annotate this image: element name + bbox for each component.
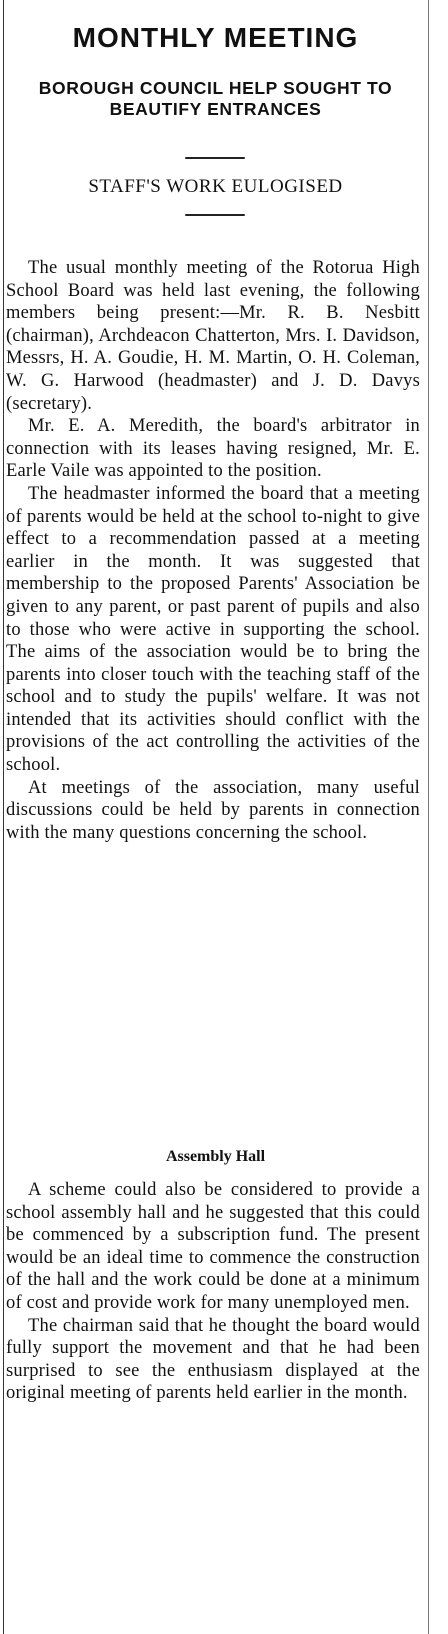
paragraph: Mr. E. A. Meredith, the board's arbitrator in connection with its leases having resigned, Mr. E. Earle Vaile was appointed to the position. xyxy=(6,416,420,482)
headline: MONTHLY MEETING xyxy=(72,22,359,53)
article-body xyxy=(6,257,420,844)
divider-dash xyxy=(185,214,245,216)
deck: BOROUGH COUNCIL HELP SOUGHT TO BEAUTIFY ENTRANCES xyxy=(38,78,393,119)
section-subhead: Assembly Hall xyxy=(165,1148,266,1165)
subdeck: STAFF'S WORK EULOGISED xyxy=(88,176,343,197)
column-rule-left xyxy=(3,0,4,1634)
paragraph: At meetings of the association, many useful discussions could be held by parents in connection with the many questions concerning the school. xyxy=(6,777,420,843)
paragraph: The headmaster informed the board that a meeting of parents would be held at the school to-night to give effect to a recommendation passed at a meeting earlier in the month. It was suggested that membership to the proposed Parents' Association be given to any parent, or past parent of pupils and also to those who were active in supporting the school. The aims of the association would be to bring the parents into closer touch with the teaching staff of the school and to study the pupils' welfare. It was not intended that its activities should conflict with the provisions of the act controlling the activities of the school. xyxy=(6,483,420,776)
paragraph: The chairman said that he thought the board would fully support the movement and that he had been surprised to see the enthusiasm displayed at the original meeting of parents held earlier in the month. xyxy=(6,1315,420,1404)
article-body-continued xyxy=(6,1179,420,1405)
paragraph: A scheme could also be considered to provide a school assembly hall and he suggested that this could be commenced by a subscription fund. The present would be an ideal time to commence the construction of the hall and the work could be done at a minimum of cost and provide work for many unemployed men. xyxy=(6,1180,420,1313)
divider-dash xyxy=(185,157,245,159)
paragraph: The usual monthly meeting of the Rotorua High School Board was held last evening, the following members being present:—Mr. R. B. Nesbitt (chairman), Archdeacon Chatterton, Mrs. I. Davidson, Messrs, H. A. Goudie, H. M. Martin, O. H. Coleman, W. G. Harwood (headmaster) and J. D. Davys (secretary). xyxy=(6,258,420,414)
column-rule-right xyxy=(428,0,429,1634)
